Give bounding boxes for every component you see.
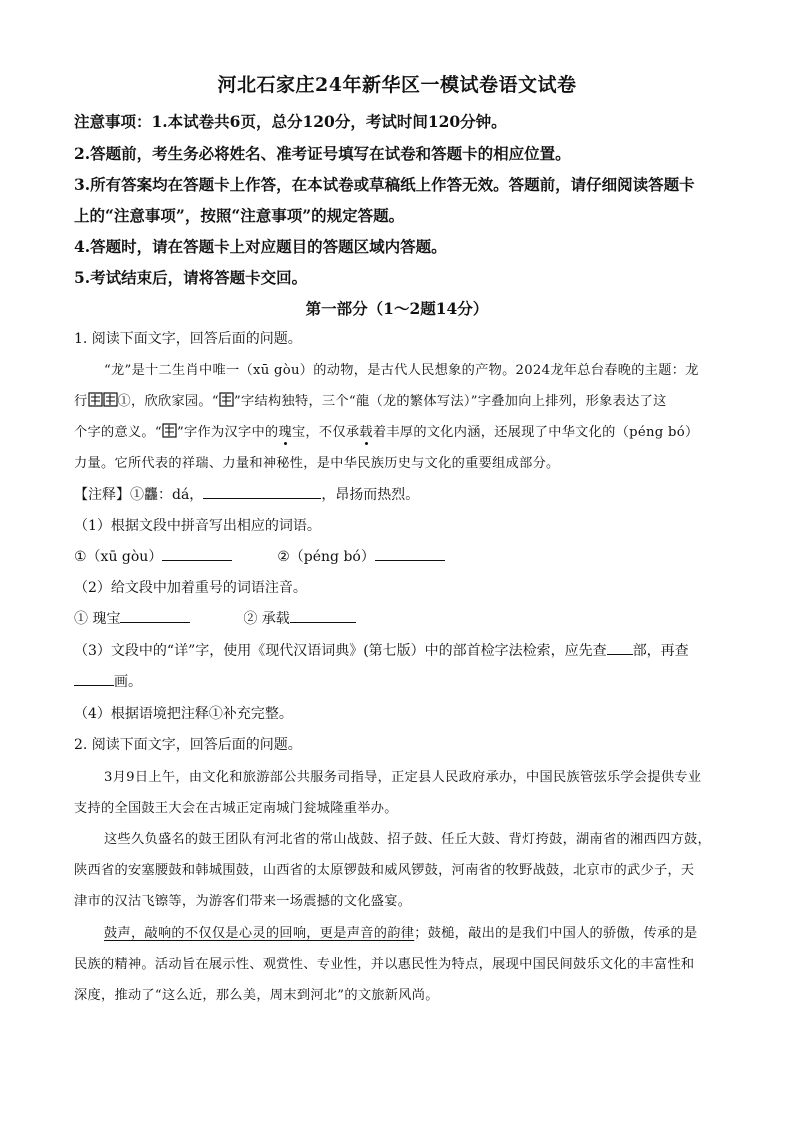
q1-sub-1: （1）根据文段中拼音写出相应的词语。	[74, 518, 321, 534]
q2-p2-line-3: 津市的汉沽飞镲等，为游客们带来一场震撼的文化盛宴。	[74, 894, 412, 909]
q2-p3-line-3: 深度，推动了“这么近，那么美，周末到河北”的文旅新风尚。	[74, 988, 439, 1003]
page-title: 河北石家庄24年新华区一模试卷语文试卷	[217, 74, 577, 96]
dragon-triple-char-icon	[88, 392, 118, 407]
q2-p1-line-2: 支持的全国鼓王大会在古城正定南城门瓮城隆重举办。	[74, 801, 398, 816]
q2-p1-line-1: 3月9日上午，由文化和旅游部公共服务司指导，正定县人民政府承办，中国民族管弦乐学会提供专业	[104, 770, 702, 785]
notice-line-6: 5.考试结束后，请将答题卡交回。	[74, 268, 308, 287]
q1-sub-4: （4）根据语境把注释①补充完整。	[74, 706, 293, 722]
q2-p2-line-1: 这些久负盛名的鼓王团队有河北省的常山战鼓、招子鼓、任丘大鼓、背灯挎鼓，湖南省的湘西四方鼓，	[104, 832, 711, 847]
answer-blank-guibao[interactable]	[120, 608, 190, 623]
notice-line-5: 4.答题时，请在答题卡上对应题目的答题区域内答题。	[74, 237, 447, 256]
dragon-triple-char-icon	[162, 423, 177, 438]
q1-sub-2: （2）给文段中加着重号的词语注音。	[74, 580, 307, 596]
answer-blank-radical[interactable]	[607, 640, 633, 655]
notice-line-1: 注意事项：1.本试卷共6页，总分120分，考试时间120分钟。	[74, 112, 507, 131]
q1-passage-line-1: “龙”是十二生肖中唯一（xū gòu）的动物，是古代人民想象的产物。2024龙年总台春晚的主题：龙	[104, 363, 699, 378]
notice-line-3: 3.所有答案均在答题卡上作答，在本试卷或草稿纸上作答无效。答题前，请仔细阅读答题卡	[74, 175, 695, 194]
note-answer-blank[interactable]	[203, 484, 321, 499]
notice-line-2: 2.答题前，考生务必将姓名、准考证号填写在试卷和答题卡的相应位置。	[74, 144, 571, 163]
q1-sub-3: （3）文段中的“详”字，使用《现代汉语词典》(第七版）中的部首检字法检索，应先查 部，再查	[74, 640, 689, 660]
q1-sub-3-cont: 画。	[74, 671, 142, 691]
underlined-sentence: 鼓声，敲响的不仅仅是心灵的回响，更是声音的韵律	[104, 926, 415, 941]
answer-blank-xugou[interactable]	[162, 546, 232, 561]
q1-passage-line-2: 行 ①，欣欣家园。“ ”字结构独特，三个“龍（龙的繁体写法）”字叠加向上排列，形象表达了这	[74, 394, 667, 409]
q1-passage-line-3: 个字的意义。“ ”字作为汉字中的瑰宝，不仅承载着丰厚的文化内涵，还展现了中华文化的（péng bó）	[74, 425, 699, 440]
emphasis-char-gui: 瑰	[278, 425, 292, 440]
q2-p3-line-1: 鼓声，敲响的不仅仅是心灵的回响，更是声音的韵律；鼓槌，敲出的是我们中国人的骄傲，传承的是	[104, 926, 698, 941]
q1-passage-line-4: 力量。它所代表的祥瑞、力量和神秘性，是中华民族历史与文化的重要组成部分。	[74, 456, 560, 471]
dragon-triple-char-icon	[219, 392, 234, 407]
section-title: 第一部分（1～2题14分）	[305, 299, 489, 318]
notice-line-4: 上的“注意事项”，按照“注意事项”的规定答题。	[74, 206, 405, 225]
q2-p3-line-2: 民族的精神。活动旨在展示性、观赏性、专业性，并以惠民性为特点，展现中国民间鼓乐文化的丰富性和	[74, 957, 695, 972]
answer-blank-chengzai[interactable]	[290, 608, 356, 623]
q1-note: 【注释】①龘：dá， ，昂扬而热烈。	[74, 484, 419, 504]
q1-prompt: 1. 阅读下面文字，回答后面的问题。	[74, 331, 302, 347]
q1-sub-1-answers: ①（xū gòu） ②（péng bó）	[74, 546, 445, 566]
q2-p2-line-2: 陕西省的安塞腰鼓和韩城围鼓，山西省的太原锣鼓和威风锣鼓，河南省的牧野战鼓，北京市的武少子，天	[74, 863, 695, 878]
q2-prompt: 2. 阅读下面文字，回答后面的问题。	[74, 737, 302, 753]
answer-blank-strokes[interactable]	[74, 671, 114, 686]
answer-blank-pengbo[interactable]	[375, 546, 445, 561]
emphasis-char-zai: 载	[359, 425, 373, 440]
q1-sub-2-answers: ① 瑰宝 ② 承载	[74, 608, 356, 628]
